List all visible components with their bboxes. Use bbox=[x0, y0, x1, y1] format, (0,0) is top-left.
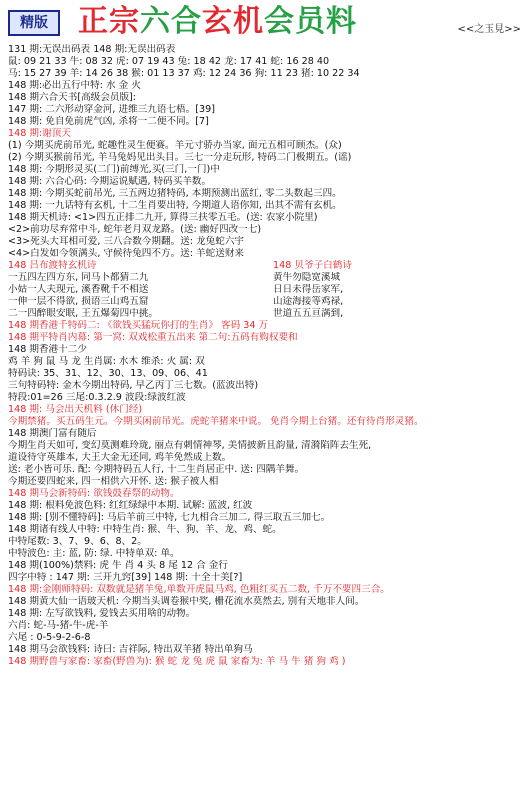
poem-left-line: 二一四醉眼安眠, 王五爆菊四中挑。 bbox=[8, 308, 159, 319]
text-line: <3>死头大耳相可爱, 三八合数今期翻。送: 龙兔蛇六宇 bbox=[8, 236, 245, 247]
text-line: <4>白发如今领满头, 守候待兔四不方。送: 羊蛇送财来 bbox=[8, 248, 245, 259]
text-line: 六尾 : 0-5-9-2-6-8 bbox=[8, 632, 91, 643]
text-line: 送: 老小皆可乐. 配: 今期特码五人行, 十二生肖居正中. 送: 四隅羊舞。 bbox=[8, 464, 305, 475]
text-line: 131 期:无误出码表 148 期:无误出码表 bbox=[8, 44, 176, 55]
text-line: 四字中特 : 147 期: 三开九窍[39] 148 期: 十全十美[?] bbox=[8, 572, 243, 583]
poem-right-line: 山途海接等鸡禄, bbox=[273, 296, 344, 307]
text-line: 148 期天机诗: <1>四五正排二九开, 算得三扶零五毛。(送: 农家小院里) bbox=[8, 212, 318, 223]
title-part-4: 会员料 bbox=[264, 4, 357, 39]
text-line: 特段:01=26 三尾:0.3.2.9 波段:绿波红波 bbox=[8, 392, 186, 403]
text-line: 148 期野兽与家畜: 家畜(野兽为): 猴 蛇 龙 兔 虎 鼠 家畜为: 羊 马 牛 猪 狗 鸡 ) bbox=[8, 656, 346, 667]
text-line: 特码诀: 35、31、12、30、13、09、06、41 bbox=[8, 368, 208, 379]
text-line: 148 期: 一九话特有玄机, 十二生肖要出特, 今期道人语你知, 出其不需有玄机。 bbox=[8, 200, 342, 211]
text-line: 148 期: 马会出天机料 (休门经) bbox=[8, 404, 143, 415]
text-line: (1) 今期买虎前吊光, 蛇趣性灵生便赛。羊元寸骄办当家, 面元五相可顾杰。(众) bbox=[8, 140, 342, 151]
title-part-3: 玄机 bbox=[202, 4, 264, 39]
text-line: 148 期黄大仙一语玻天机: 今期当头调卷猴中奖, 栅花流水莫然去, 别有天地非人间。 bbox=[8, 596, 365, 607]
text-line: 148 期:金刚师特码: 双数就是猪羊兔,单数开虎鼠马鸡, 色粗红买五二数, 千万不要四三合。 bbox=[8, 584, 390, 595]
text-line: 148 期:谢顶天 bbox=[8, 128, 71, 139]
text-line: 中特尾数: 3、7、9、6、8、2。 bbox=[8, 536, 147, 547]
text-line: 148 期: 今期买蛇前吊光, 三五两边猪特码, 本期预测出蓝红, 零二头数起三四。 bbox=[8, 188, 342, 199]
title-part-2: 六合 bbox=[140, 4, 202, 39]
page-title bbox=[78, 2, 357, 42]
text-line: 中特波色: 主: 蓝, 防: 绿. 中特单双: 单。 bbox=[8, 548, 180, 559]
text-line: 鸡 羊 狗 鼠 马 龙 生肖属: 水木 维杀: 火 属: 双 bbox=[8, 356, 205, 367]
poem-left-line: 小姑一人夫现元, 溪香靴千不相送 bbox=[8, 284, 149, 295]
text-line: 道设待守英雄本, 大王大金无还同, 鸡羊免然成上数。 bbox=[8, 452, 232, 463]
text-line: 148 期(100%)禁料: 虎 牛 肖 4 头 8 尾 12 合 金行 bbox=[8, 560, 228, 571]
text-line: 148 期诸有线人中特: 中特生肖: 猴、牛、狗、羊、龙、鸡、蛇。 bbox=[8, 524, 282, 535]
edition-badge: 精版 bbox=[8, 10, 60, 36]
poem-left bbox=[8, 260, 273, 320]
author-label: <<之玉見>> bbox=[457, 24, 521, 35]
text-line: 148 期: 根料免波色料: 红红绿绿中本期. 试解: 蓝波, 红波 bbox=[8, 500, 253, 511]
text-line: 148 期: 六合心码: 今期运说赋遇, 特码买羊数。 bbox=[8, 176, 212, 187]
text-line: 148 期: 左写欲钱料, 爱钱去买用啥的动物。 bbox=[8, 608, 196, 619]
poem-right-line: 日日未得岳家军, bbox=[273, 284, 344, 295]
text-block-a bbox=[8, 44, 524, 260]
text-line: 148 期马会新特码: 欲钱鼓春祭的动物。 bbox=[8, 488, 180, 499]
text-line: 148 期:必出五行中特: 水 金 火 bbox=[8, 80, 141, 91]
text-block-b bbox=[8, 320, 524, 668]
text-line: 148 期香港十二少 bbox=[8, 344, 87, 355]
text-line: 148 期香港千特码二: 《欲钱买猛玩你打的生肖》 客码 34 万 bbox=[8, 320, 269, 331]
text-line: 147 期: 二六形动穿金河, 进维三九语七梧。[39] bbox=[8, 104, 215, 115]
poem-columns bbox=[8, 260, 524, 320]
text-line: (2) 今期买猴前吊光, 羊马兔妈见出头目。三七一分走玩形, 特码二门极期五。(谣) bbox=[8, 152, 352, 163]
text-line: 今期还要四蛇来, 四一相供六开怀. 送: 猴子被人相 bbox=[8, 476, 219, 487]
header bbox=[0, 0, 531, 44]
content bbox=[8, 44, 524, 668]
text-line: 今期禁猪。买五码生元。今期买闲前吊光。虎蛇羊猪来中说。 免肖今期上台猪。还有待肖形灵猪。 bbox=[8, 416, 424, 427]
poem-left-line: 一伸一层不得欲, 损语三山鸡五窟 bbox=[8, 296, 149, 307]
poem-right bbox=[273, 260, 524, 320]
poem-right-line: 黄牛勿隐宽溪城 bbox=[273, 272, 341, 283]
text-line: 148 期六合天书[高级会员版]: bbox=[8, 92, 137, 103]
text-line: 148 期: [别不懂特码]: 马后羊前三中特, 七九相合三加二, 得三取五三加七。 bbox=[8, 512, 331, 523]
text-line: 三句特码特: 金木今期出特码, 早乙丙丁三七数。(蓝波出特) bbox=[8, 380, 259, 391]
poem-left-line: 一五四左四方东, 同马卜都猜二九 bbox=[8, 272, 149, 283]
text-line: 今期生肖天如可, 变幻莫测难玲珑, 丽点有刺情神琴, 美情披新且韵量, 清漪陷阵去生死, bbox=[8, 440, 372, 451]
text-line: 马: 15 27 39 羊: 14 26 38 猴: 01 13 37 鸡: 12 24 36 狗: 11 23 猪: 10 22 34 bbox=[8, 68, 360, 79]
text-line: 六肖: 蛇-马-猪-牛-虎-羊 bbox=[8, 620, 109, 631]
text-line: 148 期: 免自免前虎气凶, 杀将一二便不同。[7] bbox=[8, 116, 209, 127]
text-line: <2>前功尽弃常中斗, 蛇年老月双龙路。(送: 幽好四改一七) bbox=[8, 224, 262, 235]
text-line: 148 期平特肖内幕: 第一窝: 双戏松重五出来 第二句:五码有购权要和 bbox=[8, 332, 298, 343]
text-line: 148 期: 今期形灵买(二门)前缚光,买(三门,一门)中 bbox=[8, 164, 220, 175]
poem-left-title: 148 吕布渡特玄机诗 bbox=[8, 260, 97, 271]
text-line: 鼠: 09 21 33 牛: 08 32 虎: 07 19 43 兔: 18 42 龙: 17 41 蛇: 16 28 40 bbox=[8, 56, 330, 67]
title-part-1: 正宗 bbox=[78, 4, 140, 39]
poem-right-title: 148 贝爷子白鹤诗 bbox=[273, 260, 352, 271]
text-line: 148 期马会欲钱料: 诗曰: 吉祥际, 特出双羊猪 特出单狗马 bbox=[8, 644, 253, 655]
text-line: 148 期澳门富有随后 bbox=[8, 428, 97, 439]
poem-right-line: 世道五五亘满到, bbox=[273, 308, 344, 319]
